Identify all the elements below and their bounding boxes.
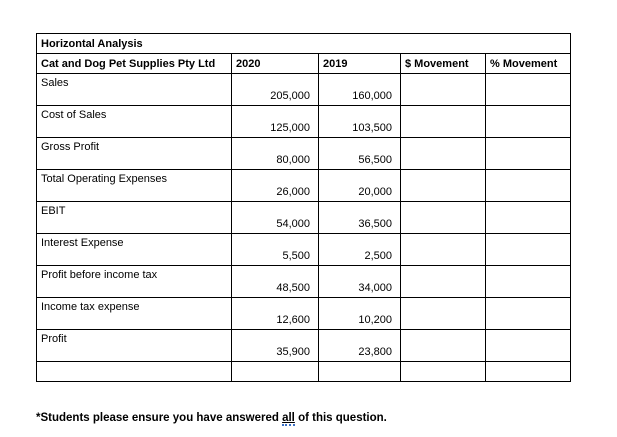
value-2019: 23,800 bbox=[319, 330, 401, 362]
dollar-movement-cell[interactable] bbox=[401, 74, 486, 106]
value-2020: 12,600 bbox=[232, 298, 319, 330]
footnote-text bbox=[36, 412, 387, 424]
table-row-profit-before-income-tax bbox=[37, 266, 571, 298]
value-2020: 80,000 bbox=[232, 138, 319, 170]
table-row-income-tax-expense bbox=[37, 298, 571, 330]
percent-movement-cell[interactable] bbox=[486, 330, 571, 362]
dollar-movement-cell[interactable] bbox=[401, 106, 486, 138]
value-2019: 103,500 bbox=[319, 106, 401, 138]
value-2019: 36,500 bbox=[319, 202, 401, 234]
percent-movement-cell[interactable] bbox=[486, 170, 571, 202]
dollar-movement-cell[interactable] bbox=[401, 170, 486, 202]
value-2019: 160,000 bbox=[319, 74, 401, 106]
table-row-gross-profit bbox=[37, 138, 571, 170]
value-2020: 205,000 bbox=[232, 74, 319, 106]
dollar-movement-cell[interactable] bbox=[401, 298, 486, 330]
header-percent-movement: % Movement bbox=[486, 54, 571, 74]
percent-movement-cell[interactable] bbox=[486, 234, 571, 266]
header-company: Cat and Dog Pet Supplies Pty Ltd bbox=[37, 54, 232, 74]
table-title: Horizontal Analysis bbox=[37, 34, 571, 54]
percent-movement-cell[interactable] bbox=[486, 202, 571, 234]
value-2019: 20,000 bbox=[319, 170, 401, 202]
value-2020: 26,000 bbox=[232, 170, 319, 202]
empty-cell[interactable] bbox=[232, 362, 319, 382]
table-header-row bbox=[37, 54, 571, 74]
footnote-suffix: of this question. bbox=[294, 412, 387, 424]
dollar-movement-cell[interactable] bbox=[401, 138, 486, 170]
row-label: Gross Profit bbox=[37, 138, 232, 170]
dollar-movement-cell[interactable] bbox=[401, 266, 486, 298]
row-label: Income tax expense bbox=[37, 298, 232, 330]
row-label: Sales bbox=[37, 74, 232, 106]
table-row-interest-expense bbox=[37, 234, 571, 266]
row-label: Profit before income tax bbox=[37, 266, 232, 298]
percent-movement-cell[interactable] bbox=[486, 298, 571, 330]
table-row-ebit bbox=[37, 202, 571, 234]
dollar-movement-cell[interactable] bbox=[401, 202, 486, 234]
value-2020: 5,500 bbox=[232, 234, 319, 266]
empty-cell[interactable] bbox=[319, 362, 401, 382]
row-label: Interest Expense bbox=[37, 234, 232, 266]
row-label: Total Operating Expenses bbox=[37, 170, 232, 202]
value-2019: 56,500 bbox=[319, 138, 401, 170]
value-2019: 2,500 bbox=[319, 234, 401, 266]
empty-cell[interactable] bbox=[486, 362, 571, 382]
table-row-cost-of-sales bbox=[37, 106, 571, 138]
empty-cell[interactable] bbox=[37, 362, 232, 382]
value-2019: 10,200 bbox=[319, 298, 401, 330]
dollar-movement-cell[interactable] bbox=[401, 234, 486, 266]
value-2020: 54,000 bbox=[232, 202, 319, 234]
table-title-row bbox=[37, 34, 571, 54]
header-2019: 2019 bbox=[319, 54, 401, 74]
value-2020: 35,900 bbox=[232, 330, 319, 362]
row-label: Cost of Sales bbox=[37, 106, 232, 138]
table-empty-row bbox=[37, 362, 571, 382]
footnote-prefix: *Students please ensure you have answered bbox=[36, 412, 283, 424]
percent-movement-cell[interactable] bbox=[486, 74, 571, 106]
horizontal-analysis-table bbox=[36, 33, 571, 382]
empty-cell[interactable] bbox=[401, 362, 486, 382]
header-2020: 2020 bbox=[232, 54, 319, 74]
value-2020: 48,500 bbox=[232, 266, 319, 298]
table-row-profit bbox=[37, 330, 571, 362]
table-row-sales bbox=[37, 74, 571, 106]
table-row-total-operating-expenses bbox=[37, 170, 571, 202]
header-dollar-movement: $ Movement bbox=[401, 54, 486, 74]
footnote-underlined-word: all bbox=[282, 412, 295, 424]
row-label: EBIT bbox=[37, 202, 232, 234]
percent-movement-cell[interactable] bbox=[486, 138, 571, 170]
percent-movement-cell[interactable] bbox=[486, 106, 571, 138]
value-2019: 34,000 bbox=[319, 266, 401, 298]
row-label: Profit bbox=[37, 330, 232, 362]
percent-movement-cell[interactable] bbox=[486, 266, 571, 298]
dollar-movement-cell[interactable] bbox=[401, 330, 486, 362]
value-2020: 125,000 bbox=[232, 106, 319, 138]
